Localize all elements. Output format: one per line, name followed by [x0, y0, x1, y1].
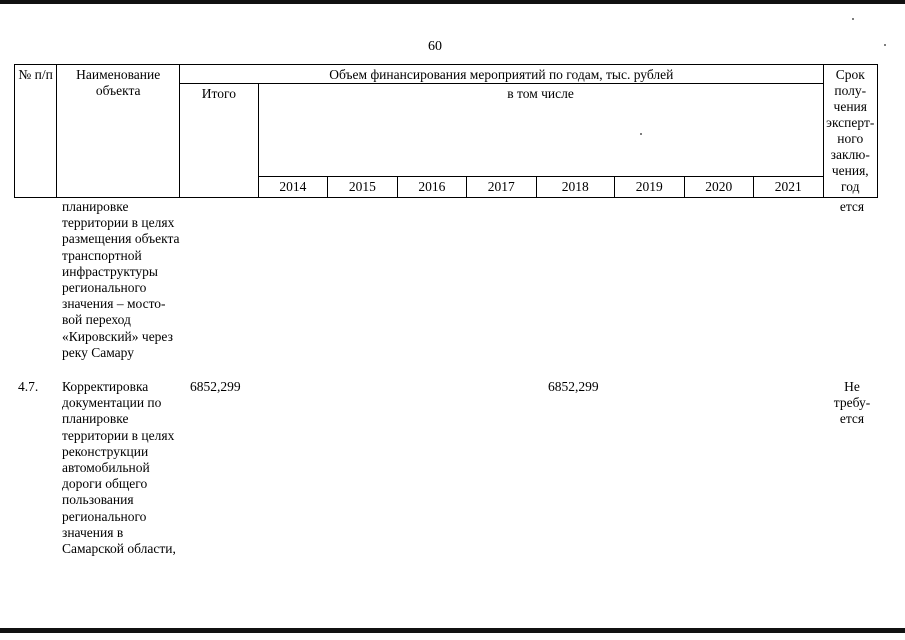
- header-year: 2015: [328, 177, 397, 198]
- continued-term-text: ется: [839, 199, 865, 214]
- header-year: 2017: [467, 177, 536, 198]
- header-year: 2021: [753, 177, 823, 198]
- header-term: Срок полу-чения эксперт-ного заклю-чения, год: [823, 65, 877, 198]
- header-including: в том числе: [258, 84, 823, 177]
- header-financing: Объем финансирования мероприятий по годам, тыс. рублей: [180, 65, 823, 84]
- header-year: 2016: [397, 177, 466, 198]
- top-border-bar: [0, 0, 905, 4]
- header-total: Итого: [180, 84, 259, 198]
- header-name: Наименование объекта: [57, 65, 180, 198]
- continued-name-text: планировке территории в целях размещения объекта транспортной инфраструктуры регионального значения – мосто-вой переход «Кировский» через реку Самару: [62, 199, 180, 360]
- header-year: 2019: [615, 177, 684, 198]
- header-no: № п/п: [15, 65, 57, 198]
- row-name: Корректировка документации по планировке территории в целях реконструкции автомобильной дороги общего пользования регионального значения в Самарской области,: [62, 379, 176, 557]
- row-total: 6852,299: [190, 379, 241, 394]
- page-number: 60: [428, 39, 442, 54]
- scan-speck: [852, 18, 854, 20]
- bottom-border-bar: [0, 628, 905, 633]
- table-header: [14, 64, 878, 198]
- header-year: 2020: [684, 177, 753, 198]
- row-number: 4.7.: [18, 379, 39, 394]
- scan-speck: [884, 44, 886, 46]
- row-term: Не требу-ется: [833, 379, 871, 427]
- header-year: 2018: [536, 177, 615, 198]
- scan-speck: [640, 133, 642, 135]
- header-year: 2014: [258, 177, 327, 198]
- row-2018-value: 6852,299: [548, 379, 599, 394]
